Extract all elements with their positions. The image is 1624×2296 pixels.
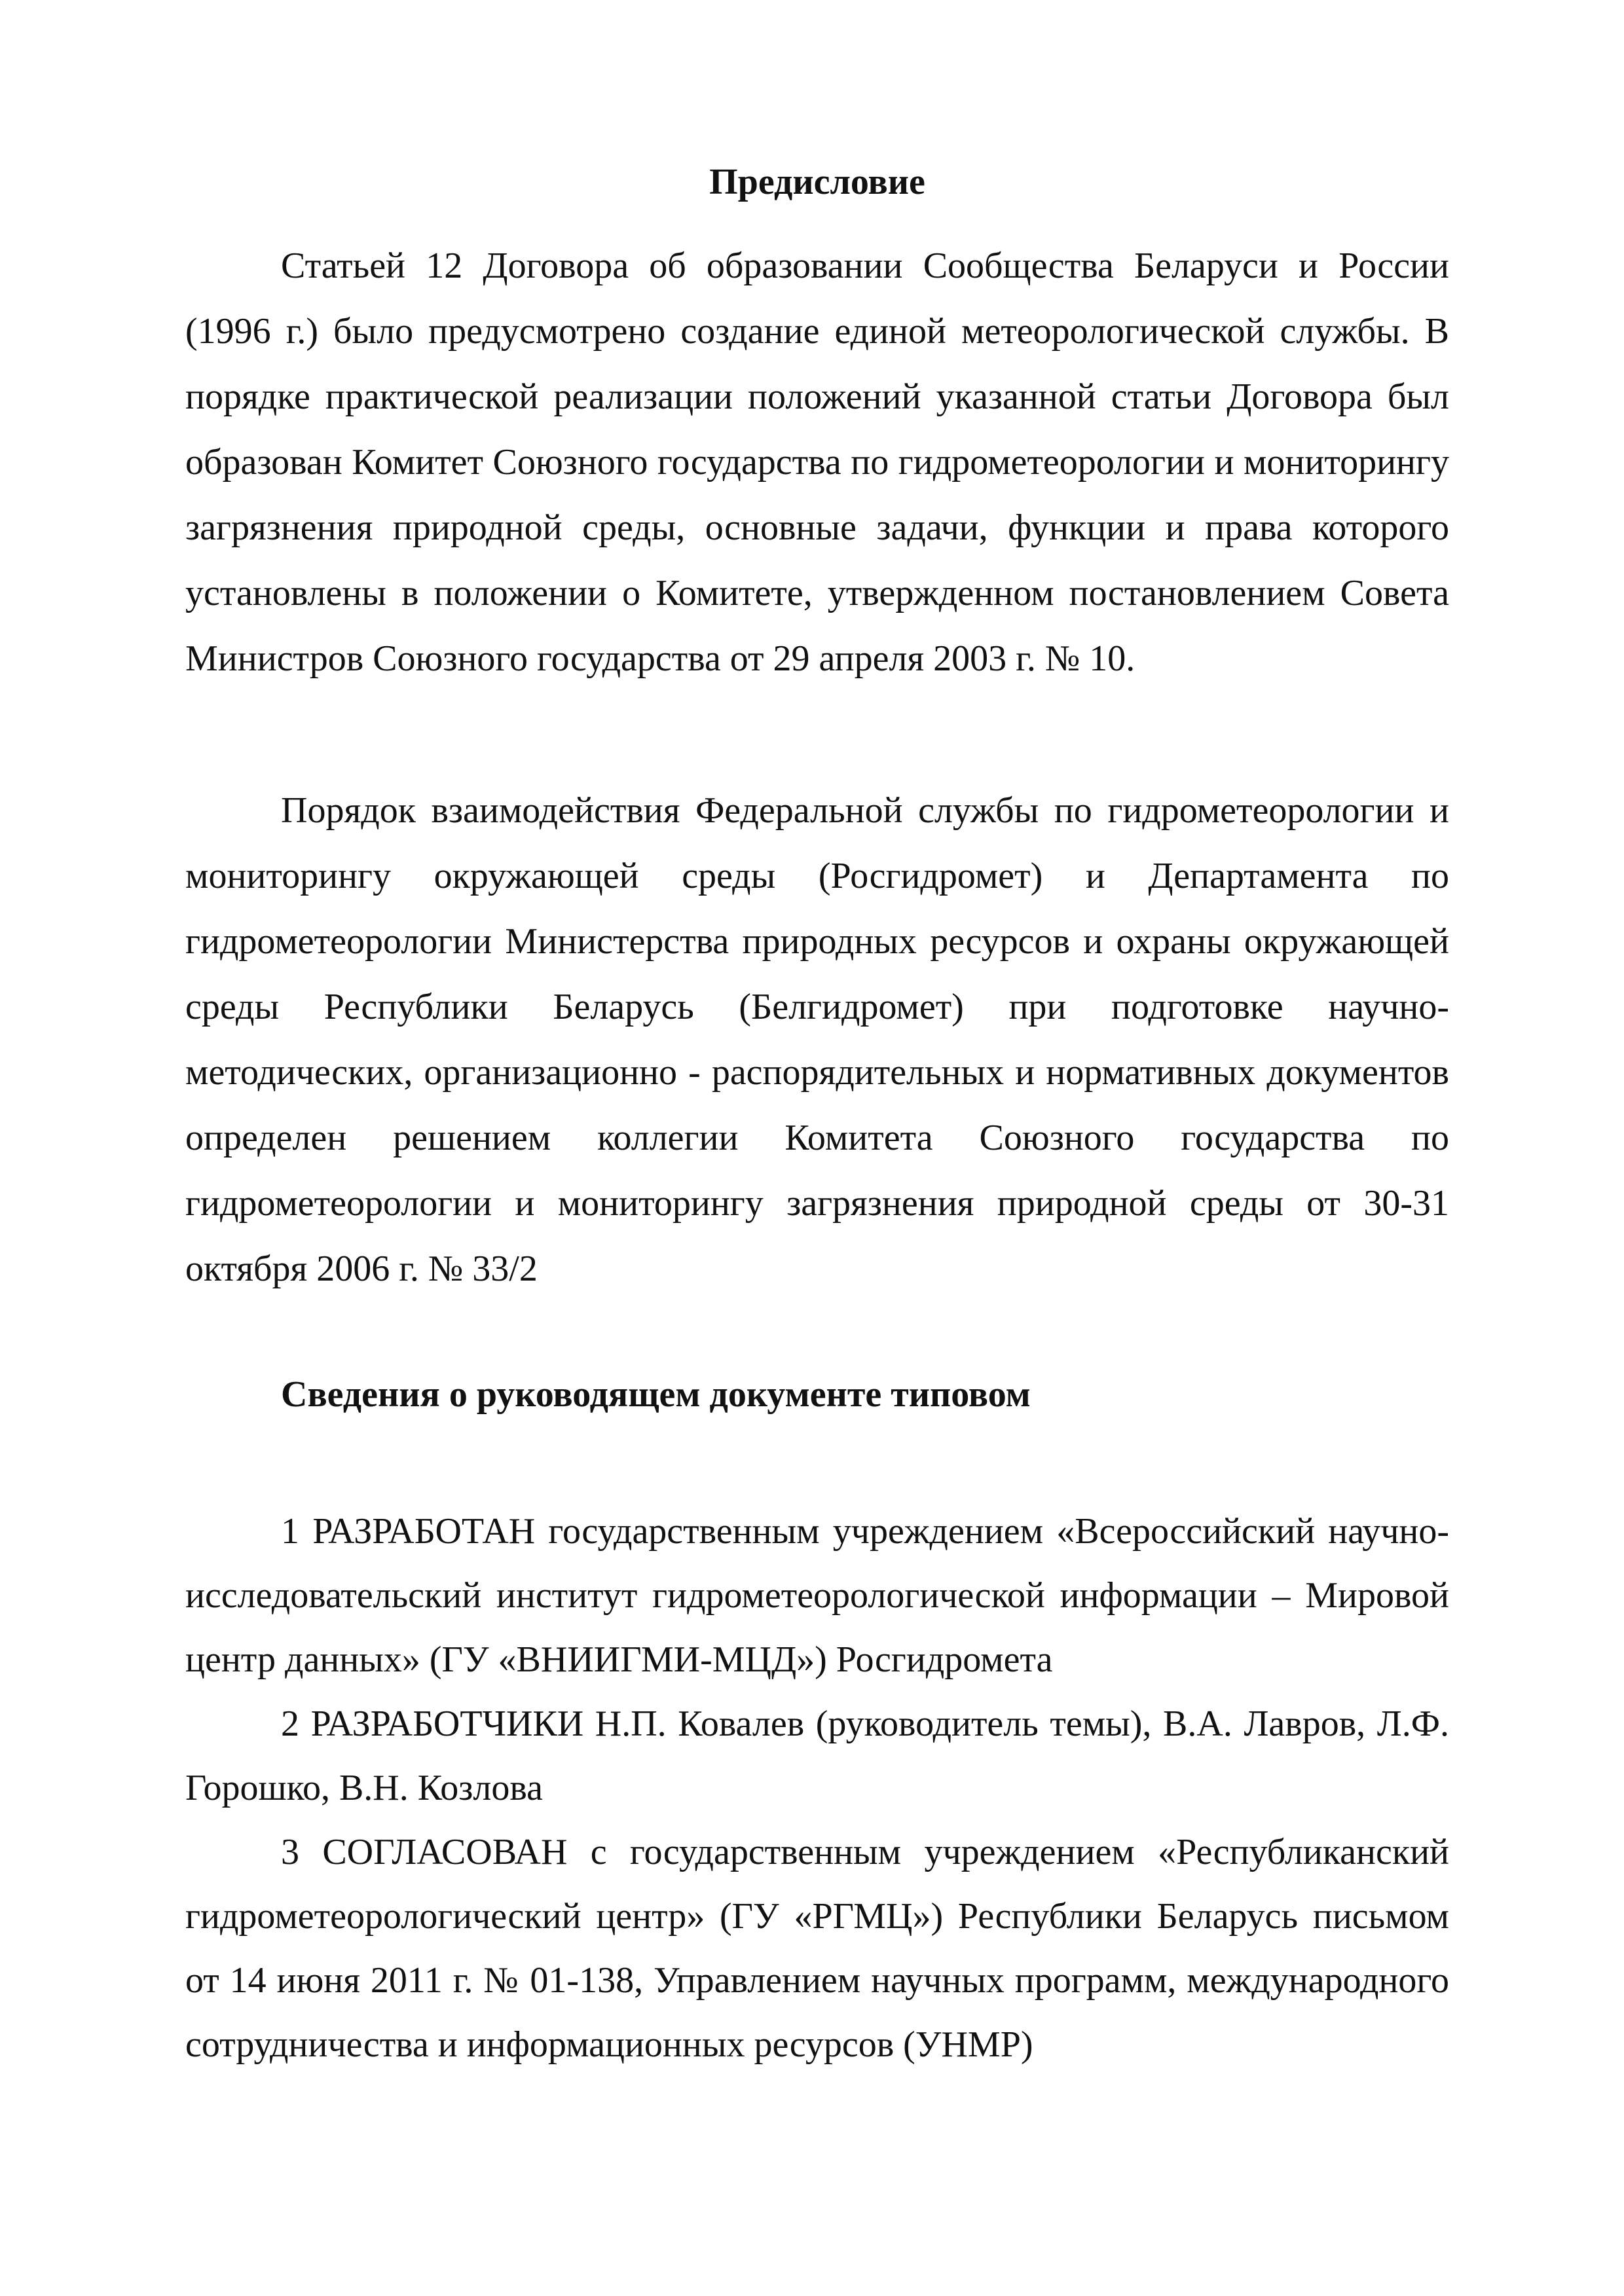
preface-paragraph-1: Статьей 12 Договора об образовании Сообщества Беларуси и России (1996 г.) было предусмотрено создание единой метеорологической службы. В порядке практической реализации положений указанной статьи Договора был образован Комитет Союзного государства по гидрометеорологии и мониторингу загрязнения природной среды, основные задачи, функции и права которого установлены в положении о Комитете, утвержденном постановлением Совета Министров Союзного государства от 29 апреля 2003 г. № 10. (185, 246, 1449, 679)
document-info-item-2: 2 РАЗРАБОТЧИКИ Н.П. Ковалев (руководитель темы), В.А. Лавров, Л.Ф. Горошко, В.Н. Козлова (185, 1704, 1449, 1808)
document-page (185, 0, 1449, 2296)
document-info-title: Сведения о руководящем документе типовом (281, 1374, 1031, 1415)
document-info-item-3: 3 СОГЛАСОВАН с государственным учреждением «Республиканский гидрометеорологический центр» (ГУ «РГМЦ») Республики Беларусь письмом от 14 июня 2011 г. № 01-138, Управлением научных программ, международного сотрудничества и информационных ресурсов (УНМР) (185, 1832, 1449, 2065)
document-info-item-1: 1 РАЗРАБОТАН государственным учреждением «Всероссийский научно-исследовательский институт гидрометеорологической информации – Мировой центр данных» (ГУ «ВНИИГМИ-МЦД») Росгидромета (185, 1511, 1449, 1680)
preface-title: Предисловие (709, 162, 925, 202)
preface-paragraph-2: Порядок взаимодействия Федеральной службы по гидрометеорологии и мониторингу окружающей среды (Росгидромет) и Департамента по гидрометеорологии Министерства природных ресурсов и охраны окружающей среды Республики Беларусь (Белгидромет) при подготовке научно-методических, организационно - распорядительных и нормативных документов определен решением коллегии Комитета Союзного государства по гидрометеорологии и мониторингу загрязнения природной среды от 30-31 октября 2006 г. № 33/2 (185, 790, 1449, 1289)
